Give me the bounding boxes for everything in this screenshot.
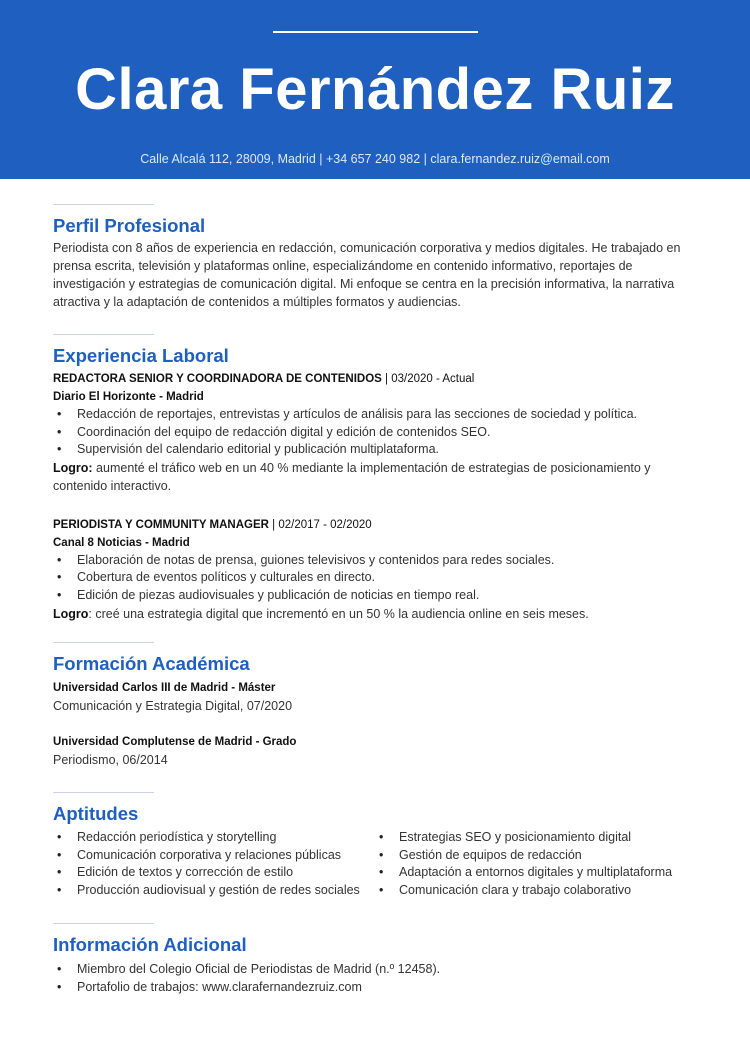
achievement-text: : creé una estrategia digital que incrementó en un 50 % la audiencia online en seis meses. xyxy=(88,606,589,621)
list-item: • Cobertura de eventos políticos y culturales en directo. xyxy=(53,569,703,587)
section-divider xyxy=(53,204,154,205)
list-item: • Producción audiovisual y gestión de redes sociales xyxy=(53,882,375,900)
job-achievement xyxy=(53,605,703,623)
job-entry xyxy=(53,370,703,495)
section-title: Perfil Profesional xyxy=(53,215,206,236)
list-item: • Redacción periodística y storytelling xyxy=(53,829,375,847)
header-rule xyxy=(273,31,478,33)
job-bullets xyxy=(53,552,703,605)
section-divider xyxy=(53,642,154,643)
list-item: • Gestión de equipos de redacción xyxy=(375,847,697,865)
skills-list-left xyxy=(53,829,375,899)
list-item: • Edición de textos y corrección de estilo xyxy=(53,864,375,882)
list-item: • Comunicación clara y trabajo colaborativo xyxy=(375,882,697,900)
list-item: • Redacción de reportajes, entrevistas y artículos de análisis para las secciones de sociedad y política. xyxy=(53,406,703,424)
achievement-text: aumenté el tráfico web en un 40 % mediante la implementación de estrategias de posicionamiento y contenido interactivo. xyxy=(53,460,651,493)
skills-columns xyxy=(53,829,703,899)
job-role: REDACTORA SENIOR Y COORDINADORA DE CONTENIDOS xyxy=(53,373,382,385)
list-item: • Estrategias SEO y posicionamiento digital xyxy=(375,829,697,847)
additional-list xyxy=(53,961,703,996)
list-item: • Elaboración de notas de prensa, guiones televisivos y contenidos para redes sociales. xyxy=(53,552,703,570)
achievement-label: Logro: xyxy=(53,460,93,475)
job-entry xyxy=(53,516,703,623)
resume-header xyxy=(0,0,750,179)
job-company: Canal 8 Noticias - Madrid xyxy=(53,536,190,549)
profile-text: Periodista con 8 años de experiencia en redacción, comunicación corporativa y medios digitales. He trabajado en prensa escrita, televisión y plataformas online, especializándome en contenido informativo, reportajes de investigación y estrategias de comunicación digital. Mi enfoque se centra en la precisión informativa, la narrativa atractiva y la adaptación de contenidos a múltiples formatos y audiencias. xyxy=(53,241,681,309)
education-institution: Universidad Carlos III de Madrid - Máster xyxy=(53,682,276,694)
achievement-label: Logro xyxy=(53,606,89,621)
section-divider xyxy=(53,792,154,793)
list-item: • Coordinación del equipo de redacción digital y edición de contenidos SEO. xyxy=(53,424,703,442)
section-divider xyxy=(53,334,154,335)
job-bullets xyxy=(53,406,703,459)
education-entry xyxy=(53,733,703,769)
section-title: Formación Académica xyxy=(53,653,250,674)
list-item: • Edición de piezas audiovisuales y publicación de noticias en tiempo real. xyxy=(53,587,703,605)
section-title: Información Adicional xyxy=(53,934,247,955)
education-institution: Universidad Complutense de Madrid - Grado xyxy=(53,736,297,748)
job-role: PERIODISTA Y COMMUNITY MANAGER xyxy=(53,518,269,531)
contact-line: Calle Alcalá 112, 28009, Madrid | +34 657 240 982 | clara.fernandez.ruiz@email.com xyxy=(140,152,610,166)
section-title: Aptitudes xyxy=(53,803,139,824)
job-title xyxy=(53,516,703,534)
job-company: Diario El Horizonte - Madrid xyxy=(53,391,204,403)
section-aptitudes xyxy=(53,792,703,899)
job-dates: | 03/2020 - Actual xyxy=(381,373,475,385)
section-perfil xyxy=(53,204,703,311)
section-title: Experiencia Laboral xyxy=(53,345,229,366)
education-entry xyxy=(53,679,703,715)
list-item: • Comunicación corporativa y relaciones públicas xyxy=(53,847,375,865)
education-detail: Periodismo, 06/2014 xyxy=(53,753,168,767)
section-formacion xyxy=(53,642,703,769)
section-experiencia xyxy=(53,334,703,623)
section-divider xyxy=(53,923,154,924)
list-item: • Portafolio de trabajos: www.clarafernandezruiz.com xyxy=(53,979,703,997)
section-adicional xyxy=(53,923,703,996)
skills-list-right xyxy=(375,829,697,899)
candidate-name: Clara Fernández Ruiz xyxy=(75,57,675,122)
list-item: • Miembro del Colegio Oficial de Periodistas de Madrid (n.º 12458). xyxy=(53,961,703,979)
list-item: • Adaptación a entornos digitales y multiplataforma xyxy=(375,864,697,882)
list-item: • Supervisión del calendario editorial y publicación multiplataforma. xyxy=(53,441,703,459)
job-title xyxy=(53,370,703,388)
education-detail: Comunicación y Estrategia Digital, 07/2020 xyxy=(53,699,293,713)
job-dates: | 02/2017 - 02/2020 xyxy=(268,518,372,531)
job-achievement xyxy=(53,459,703,495)
